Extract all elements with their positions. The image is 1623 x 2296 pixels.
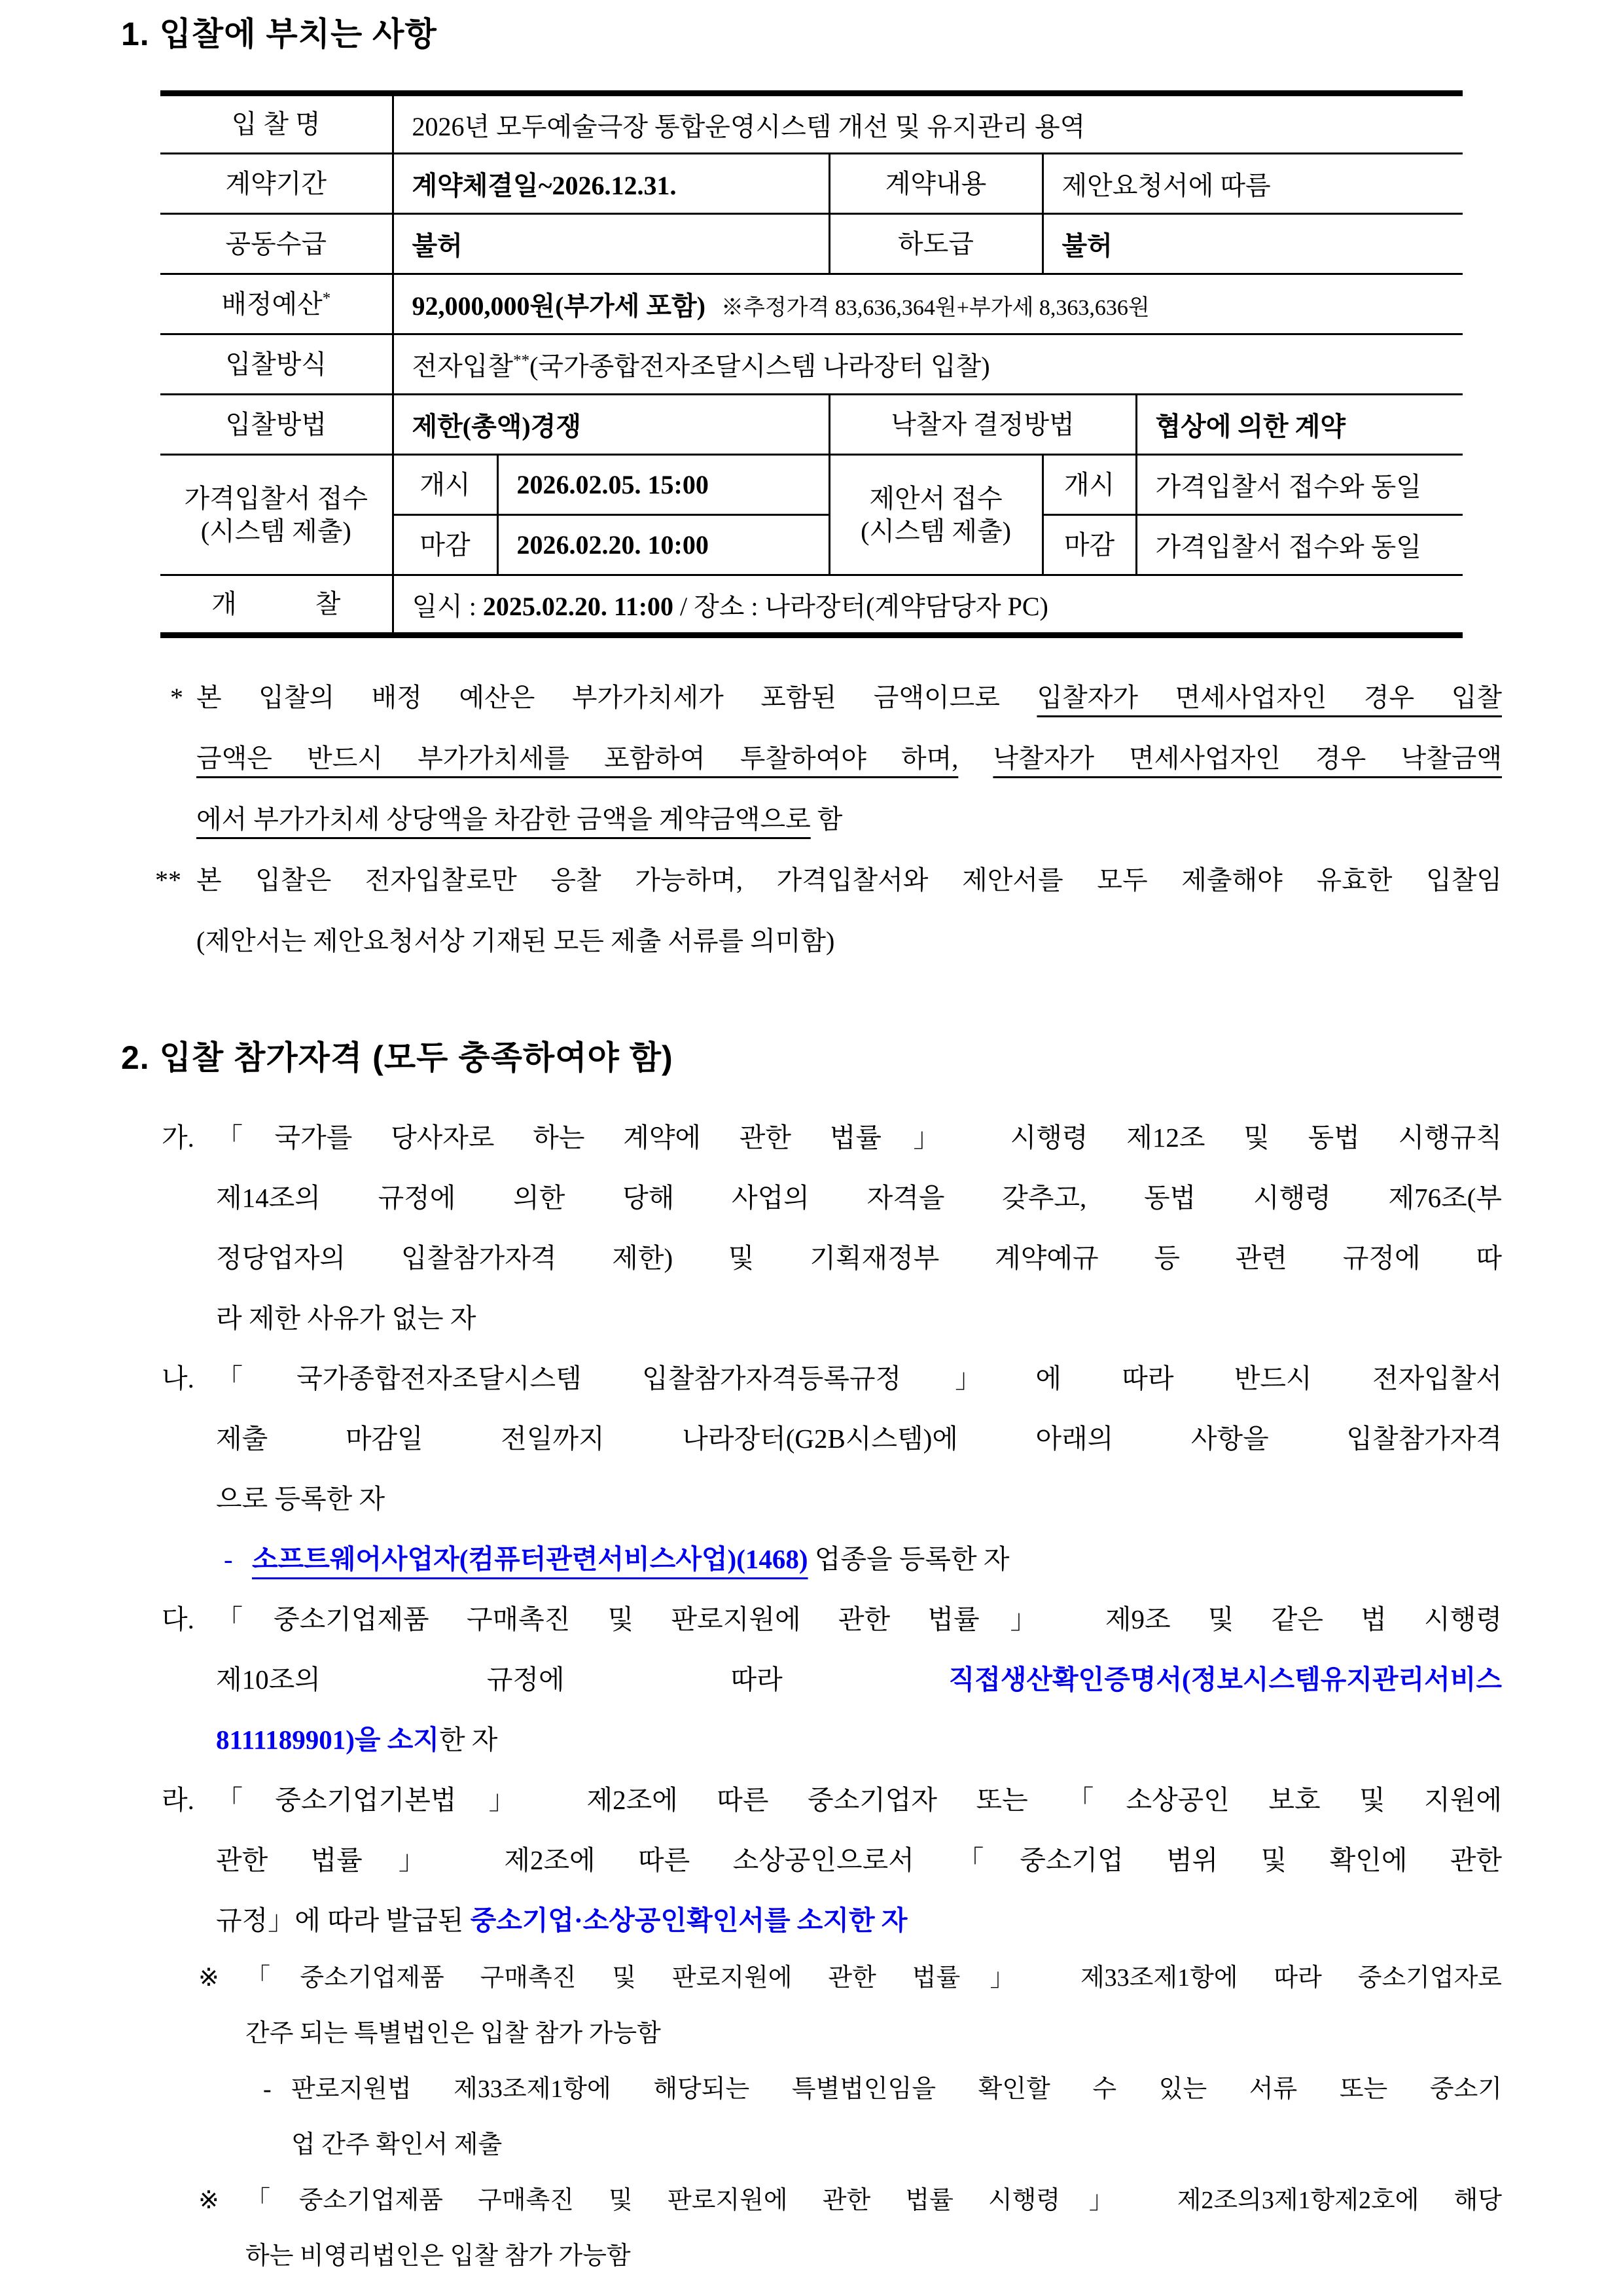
contract-content-label: 계약내용 [829, 154, 1043, 214]
note-text: 하는 비영리법인은 입찰 참가 가능함 [245, 2242, 631, 2270]
item-da-line3 [121, 1710, 1502, 1770]
bid-name-label: 입 찰 명 [160, 94, 393, 154]
contract-period-label: 계약기간 [160, 154, 393, 214]
bid-type-label: 입찰방법 [160, 395, 393, 455]
table-row-contract [160, 154, 1463, 214]
bid-method-label: 입찰방식 [160, 334, 393, 395]
bid-opening-datetime: 2025.02.20. 11:00 [482, 591, 674, 621]
direct-production-certificate-number: 8111189901)을 소지 [216, 1725, 439, 1755]
bid-method-footnote-mark: ** [513, 351, 530, 370]
item-ga-marker: 가. [162, 1122, 194, 1153]
footnote-text-underlined: 에서 부가가치세 상당액을 차감한 금액을 계약금액으로 [196, 804, 811, 834]
footnote-double-star-line2 [121, 910, 1502, 971]
note-text: 「중소기업제품 구매촉진 및 판로지원에 관한 법률 시행령」 제2조의3제1항제2호에 해당 [245, 2187, 1502, 2214]
footnote-star-line1 [121, 667, 1502, 728]
price-bid-label [160, 455, 393, 575]
table-row-bid-name [160, 94, 1463, 154]
bid-method-value-cell [393, 334, 1463, 395]
footnote-star-marker: * [170, 683, 183, 712]
proposal-label-line2: (시스템 제출) [861, 516, 1011, 546]
footnote-text: 함 [810, 804, 843, 834]
note-text: 간주 되는 특별법인은 입찰 참가 가능함 [245, 2020, 661, 2047]
bid-opening-value-cell [393, 575, 1463, 636]
budget-footnote-mark: * [322, 289, 331, 308]
budget-label-text: 배정예산 [221, 289, 323, 319]
footnote-text: (제안서는 제안요청서상 기재된 모든 제출 서류를 의미함) [196, 926, 835, 956]
item-text: 라 제한 사유가 없는 자 [216, 1303, 476, 1333]
note-special-corp-line1 [121, 1950, 1502, 2006]
item-ra-line2 [121, 1830, 1502, 1890]
table-row-price-bid-open [160, 455, 1463, 515]
award-method-label: 낙찰자 결정방법 [829, 395, 1136, 455]
bid-method-value: 전자입찰 [412, 351, 514, 381]
subcontract-label: 하도급 [829, 214, 1043, 274]
table-row-budget [160, 274, 1463, 334]
item-text: 업종을 등록한 자 [808, 1544, 1010, 1574]
note-text: 「중소기업제품 구매촉진 및 판로지원에 관한 법률」 제33조제1항에 따라 중소기업자로 [245, 1964, 1502, 1992]
item-text: 정당업자의 입찰참가자격 제한) 및 기획재정부 계약예규 등 관련 규정에 따 [216, 1243, 1502, 1273]
contract-period-value: 계약체결일~2026.12.31. [393, 154, 829, 214]
item-da-marker: 다. [162, 1604, 194, 1634]
budget-value-cell [393, 274, 1463, 334]
note-special-corp-line2 [121, 2006, 1502, 2062]
item-text: 「국가종합전자조달시스템 입찰참가자격등록규정」에 따라 반드시 전자입찰서 [216, 1363, 1502, 1393]
proposal-label-line1: 제안서 접수 [869, 483, 1003, 513]
note-marker: ※ [198, 1964, 219, 1992]
dash-marker: - [224, 1544, 233, 1574]
footnote-text: 본 입찰의 배정 예산은 부가가치세가 포함된 금액이므로 [196, 683, 1037, 712]
subcontract-value: 불허 [1043, 214, 1463, 274]
bid-name-value: 2026년 모두예술극장 통합운영시스템 개선 및 유지관리 용역 [393, 94, 1463, 154]
item-text: 한 자 [438, 1725, 498, 1755]
award-method-value: 협상에 의한 계약 [1136, 395, 1463, 455]
item-text: 「중소기업기본법」 제2조에 따른 중소기업자 또는 「소상공인 보호 및 지원에 [216, 1785, 1502, 1815]
item-text: 제출 마감일 전일까지 나라장터(G2B시스템)에 아래의 사항을 입찰참가자격 [216, 1424, 1502, 1454]
note-text: 업 간주 확인서 제출 [291, 2131, 503, 2159]
footnote-text-underlined: 입찰자가 면세사업자인 경우 입찰 [1037, 683, 1502, 712]
budget-note: ※추정가격 83,636,364원+부가세 8,363,636원 [721, 296, 1150, 320]
item-ra-line3 [121, 1890, 1502, 1950]
table-row-bid-method [160, 334, 1463, 395]
proposal-open-label: 개시 [1043, 455, 1136, 515]
footnote-star-line3 [121, 789, 1502, 850]
item-ga-line2 [121, 1168, 1502, 1228]
bid-opening-place: / 장소 : 나라장터(계약담당자 PC) [673, 591, 1048, 621]
item-text: 「국가를 당사자로 하는 계약에 관한 법률」 시행령 제12조 및 동법 시행규칙 [216, 1122, 1502, 1153]
proposal-close-label: 마감 [1043, 515, 1136, 575]
bid-opening-pre: 일시 : [412, 591, 483, 621]
price-bid-label-line1: 가격입찰서 접수 [184, 483, 368, 513]
table-row-bid-type [160, 395, 1463, 455]
footnotes [121, 667, 1502, 971]
item-ga-line3 [121, 1228, 1502, 1288]
footnote-text-underlined: 낙찰자가 면세사업자인 경우 낙찰금액 [993, 744, 1502, 773]
footnote-double-star-marker: ** [155, 865, 181, 895]
note-text: 판로지원법 제33조제1항에 해당되는 특별법인임을 확인할 수 있는 서류 또는 중소기 [291, 2075, 1502, 2103]
sme-certificate: 중소기업·소상공인확인서를 소지한 자 [470, 1905, 908, 1935]
footnote-text-underlined: 금액은 반드시 부가가치세를 포함하여 투찰하여야 하며, [196, 744, 959, 773]
item-na-marker: 나. [162, 1363, 194, 1393]
item-ra-marker: 라. [162, 1785, 194, 1815]
footnote-star-line2 [121, 728, 1502, 789]
section1-title: 1. 입찰에 부치는 사항 [121, 16, 437, 52]
item-na-line1 [121, 1348, 1502, 1408]
dash-special-corp-docs-line1 [121, 2062, 1502, 2117]
item-na-line2 [121, 1408, 1502, 1469]
item-ga-line4 [121, 1288, 1502, 1348]
item-da-line1 [121, 1589, 1502, 1649]
table-row-bid-opening [160, 575, 1463, 636]
note-nonprofit-line2 [121, 2229, 1502, 2284]
proposal-open-value: 가격입찰서 접수와 동일 [1136, 455, 1463, 515]
dash-special-corp-docs-line2 [121, 2117, 1502, 2173]
software-business-type: 소프트웨어사업자(컴퓨터관련서비스사업)(1468) [252, 1544, 808, 1574]
item-text: 으로 등록한 자 [216, 1484, 385, 1514]
direct-production-certificate: 직접생산확인증명서(정보시스템유지관리서비스 [948, 1664, 1502, 1695]
price-bid-open-datetime: 2026.02.05. 15:00 [497, 455, 829, 515]
bid-method-value-detail: (국가종합전자조달시스템 나라장터 입찰) [529, 351, 990, 381]
bid-info-table [160, 90, 1463, 638]
price-bid-close-datetime: 2026.02.20. 10:00 [497, 515, 829, 575]
item-text: 관한 법률」 제2조에 따른 소상공인으로서 「중소기업 범위 및 확인에 관한 [216, 1845, 1502, 1875]
dash-marker: - [263, 2075, 272, 2103]
item-na-line3 [121, 1469, 1502, 1529]
item-da-line2 [121, 1649, 1502, 1710]
qualification-items [121, 1107, 1502, 2284]
section2-title: 2. 입찰 참가자격 (모두 충족하여야 함) [121, 1039, 673, 1076]
item-ga-line1 [121, 1107, 1502, 1168]
price-bid-label-line2: (시스템 제출) [200, 516, 351, 546]
proposal-close-value: 가격입찰서 접수와 동일 [1136, 515, 1463, 575]
item-text: 제14조의 규정에 의한 당해 사업의 자격을 갖추고, 동법 시행령 제76조(부 [216, 1183, 1502, 1213]
note-nonprofit-line1 [121, 2173, 1502, 2229]
dash-software-registration [121, 1529, 1502, 1589]
item-text: 규정」에 따라 발급된 [216, 1905, 471, 1935]
footnote-double-star-line1 [121, 850, 1502, 910]
item-text: 제10조의 규정에 따라 [216, 1664, 949, 1695]
item-ra-line1 [121, 1770, 1502, 1830]
joint-supply-label: 공동수급 [160, 214, 393, 274]
contract-content-value: 제안요청서에 따름 [1043, 154, 1463, 214]
note-marker: ※ [198, 2187, 219, 2214]
proposal-label [829, 455, 1043, 575]
bid-type-value: 제한(총액)경쟁 [393, 395, 829, 455]
table-row-joint-supply [160, 214, 1463, 274]
bid-opening-label: 개 찰 [160, 575, 393, 636]
price-bid-open-label: 개시 [393, 455, 497, 515]
budget-label [160, 274, 393, 334]
joint-supply-value: 불허 [393, 214, 829, 274]
price-bid-close-label: 마감 [393, 515, 497, 575]
item-text: 「중소기업제품 구매촉진 및 판로지원에 관한 법률」 제9조 및 같은 법 시행령 [216, 1604, 1502, 1634]
footnote-text: 본 입찰은 전자입찰로만 응찰 가능하며, 가격입찰서와 제안서를 모두 제출해야 유효한 입찰임 [196, 865, 1502, 895]
budget-amount: 92,000,000원(부가세 포함) [412, 291, 705, 321]
